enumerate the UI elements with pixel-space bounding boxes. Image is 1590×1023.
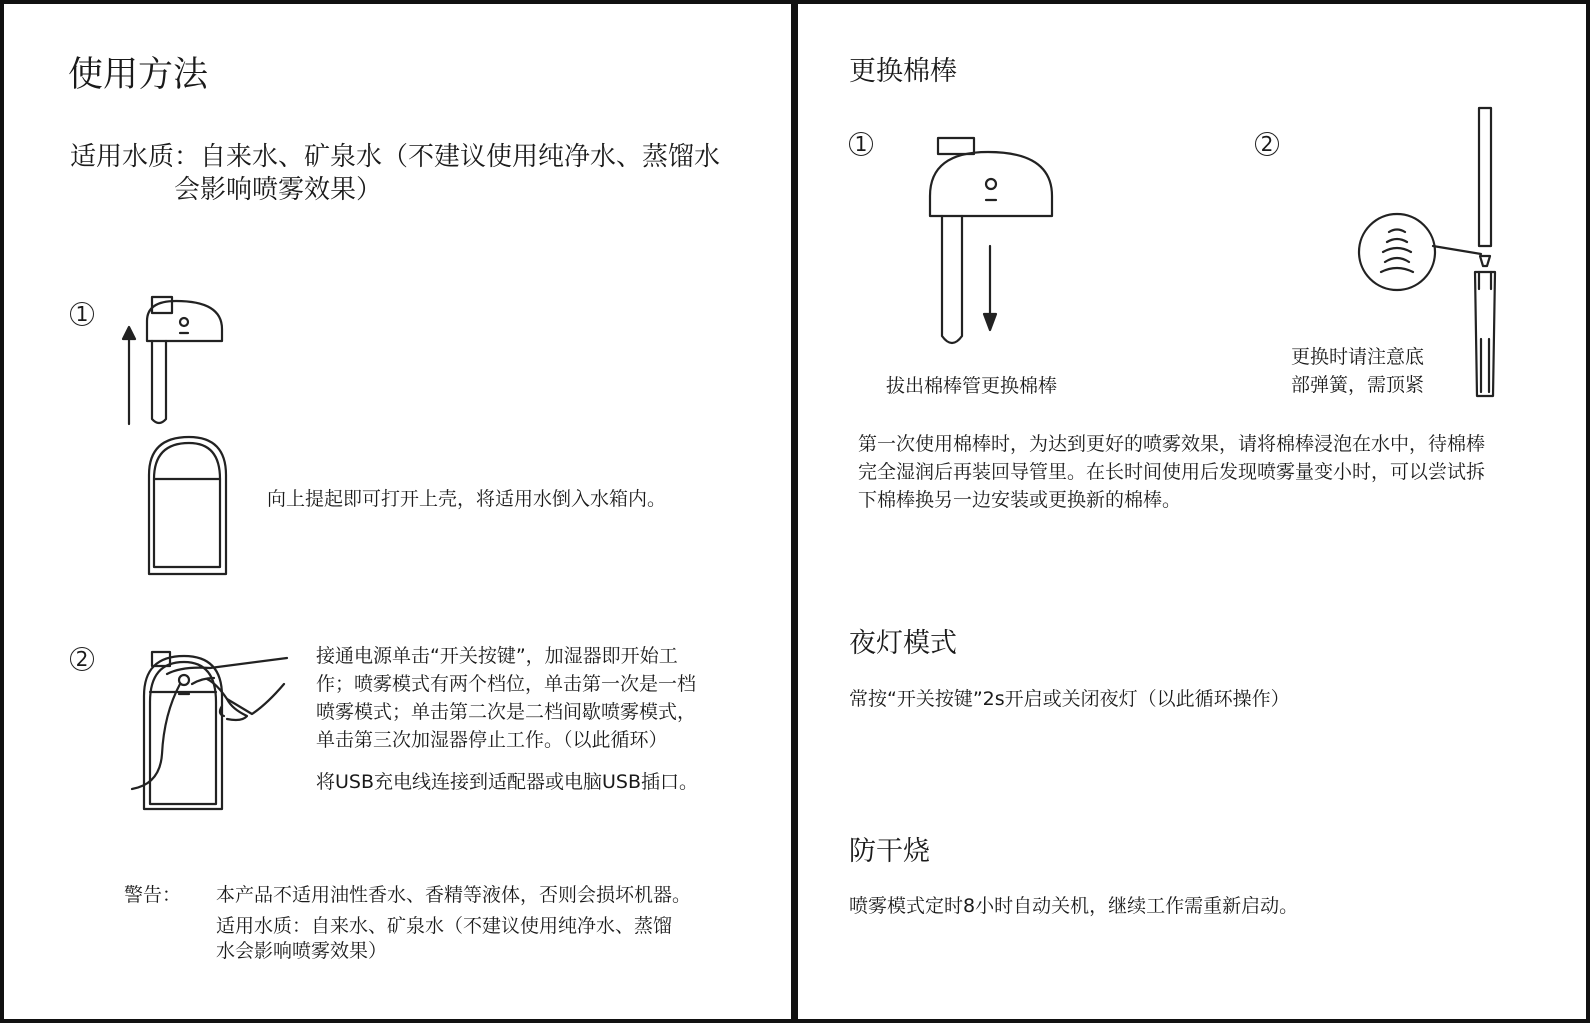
step2-para1-line1: 接通电源单击“开关按键”，加湿器即开始工	[316, 645, 678, 667]
step2-para1-line2: 作；喷雾模式有两个档位，单击第一次是一档	[316, 673, 697, 695]
power-button-illustration	[122, 644, 297, 819]
step2-para1-line3: 喷雾模式；单击第二次是二档间歇喷雾模式，	[316, 701, 697, 723]
lift-lid-illustration	[114, 289, 244, 589]
night-light-title: 夜灯模式	[849, 628, 957, 659]
night-light-text: 常按“开关按键”2s开启或关闭夜灯（以此循环操作）	[849, 688, 1290, 710]
warning-label: 警告：	[124, 884, 182, 906]
replace-step1-number: 1	[849, 132, 873, 156]
step2-para1-line4: 单击第三次加湿器停止工作。（以此循环）	[316, 729, 668, 751]
pull-stick-illustration	[928, 134, 1068, 354]
replace-step1-caption: 拔出棉棒管更换棉棒	[886, 375, 1058, 397]
replace-step2-caption-line1: 更换时请注意底	[1291, 346, 1425, 368]
replace-title: 更换棉棒	[849, 56, 957, 87]
step1-text: 向上提起即可打开上壳，将适用水倒入水箱内。	[267, 488, 667, 510]
dry-burn-text: 喷雾模式定时8小时自动关机，继续工作需重新启动。	[849, 895, 1299, 917]
warning-line1: 本产品不适用油性香水、香精等液体，否则会损坏机器。	[216, 884, 692, 906]
water-quality-line2: 会影响喷雾效果）	[174, 175, 383, 205]
replace-step2-number: 2	[1255, 132, 1279, 156]
step2-para2: 将USB充电线连接到适配器或电脑USB插口。	[316, 771, 699, 793]
step2-number: 2	[70, 647, 94, 671]
replace-step2-caption-line2: 部弹簧，需顶紧	[1291, 374, 1425, 396]
replace-para-line1: 第一次使用棉棒时，为达到更好的喷雾效果，请将棉棒浸泡在水中，待棉棒	[858, 433, 1486, 455]
replace-para-line2: 完全湿润后再装回导管里。在长时间使用后发现喷雾量变小时，可以尝试拆	[858, 461, 1486, 483]
replace-para-line3: 下棉棒换另一边安装或更换新的棉棒。	[858, 489, 1182, 511]
usage-title: 使用方法	[68, 55, 209, 95]
right-page	[794, 0, 1590, 1023]
water-quality-line1: 适用水质：自来水、矿泉水（不建议使用纯净水、蒸馏水	[70, 142, 721, 172]
warning-line2: 适用水质：自来水、矿泉水（不建议使用纯净水、蒸馏	[216, 915, 673, 937]
warning-line3: 水会影响喷雾效果）	[216, 940, 388, 962]
step1-number: 1	[70, 302, 94, 326]
dry-burn-title: 防干烧	[849, 836, 930, 867]
